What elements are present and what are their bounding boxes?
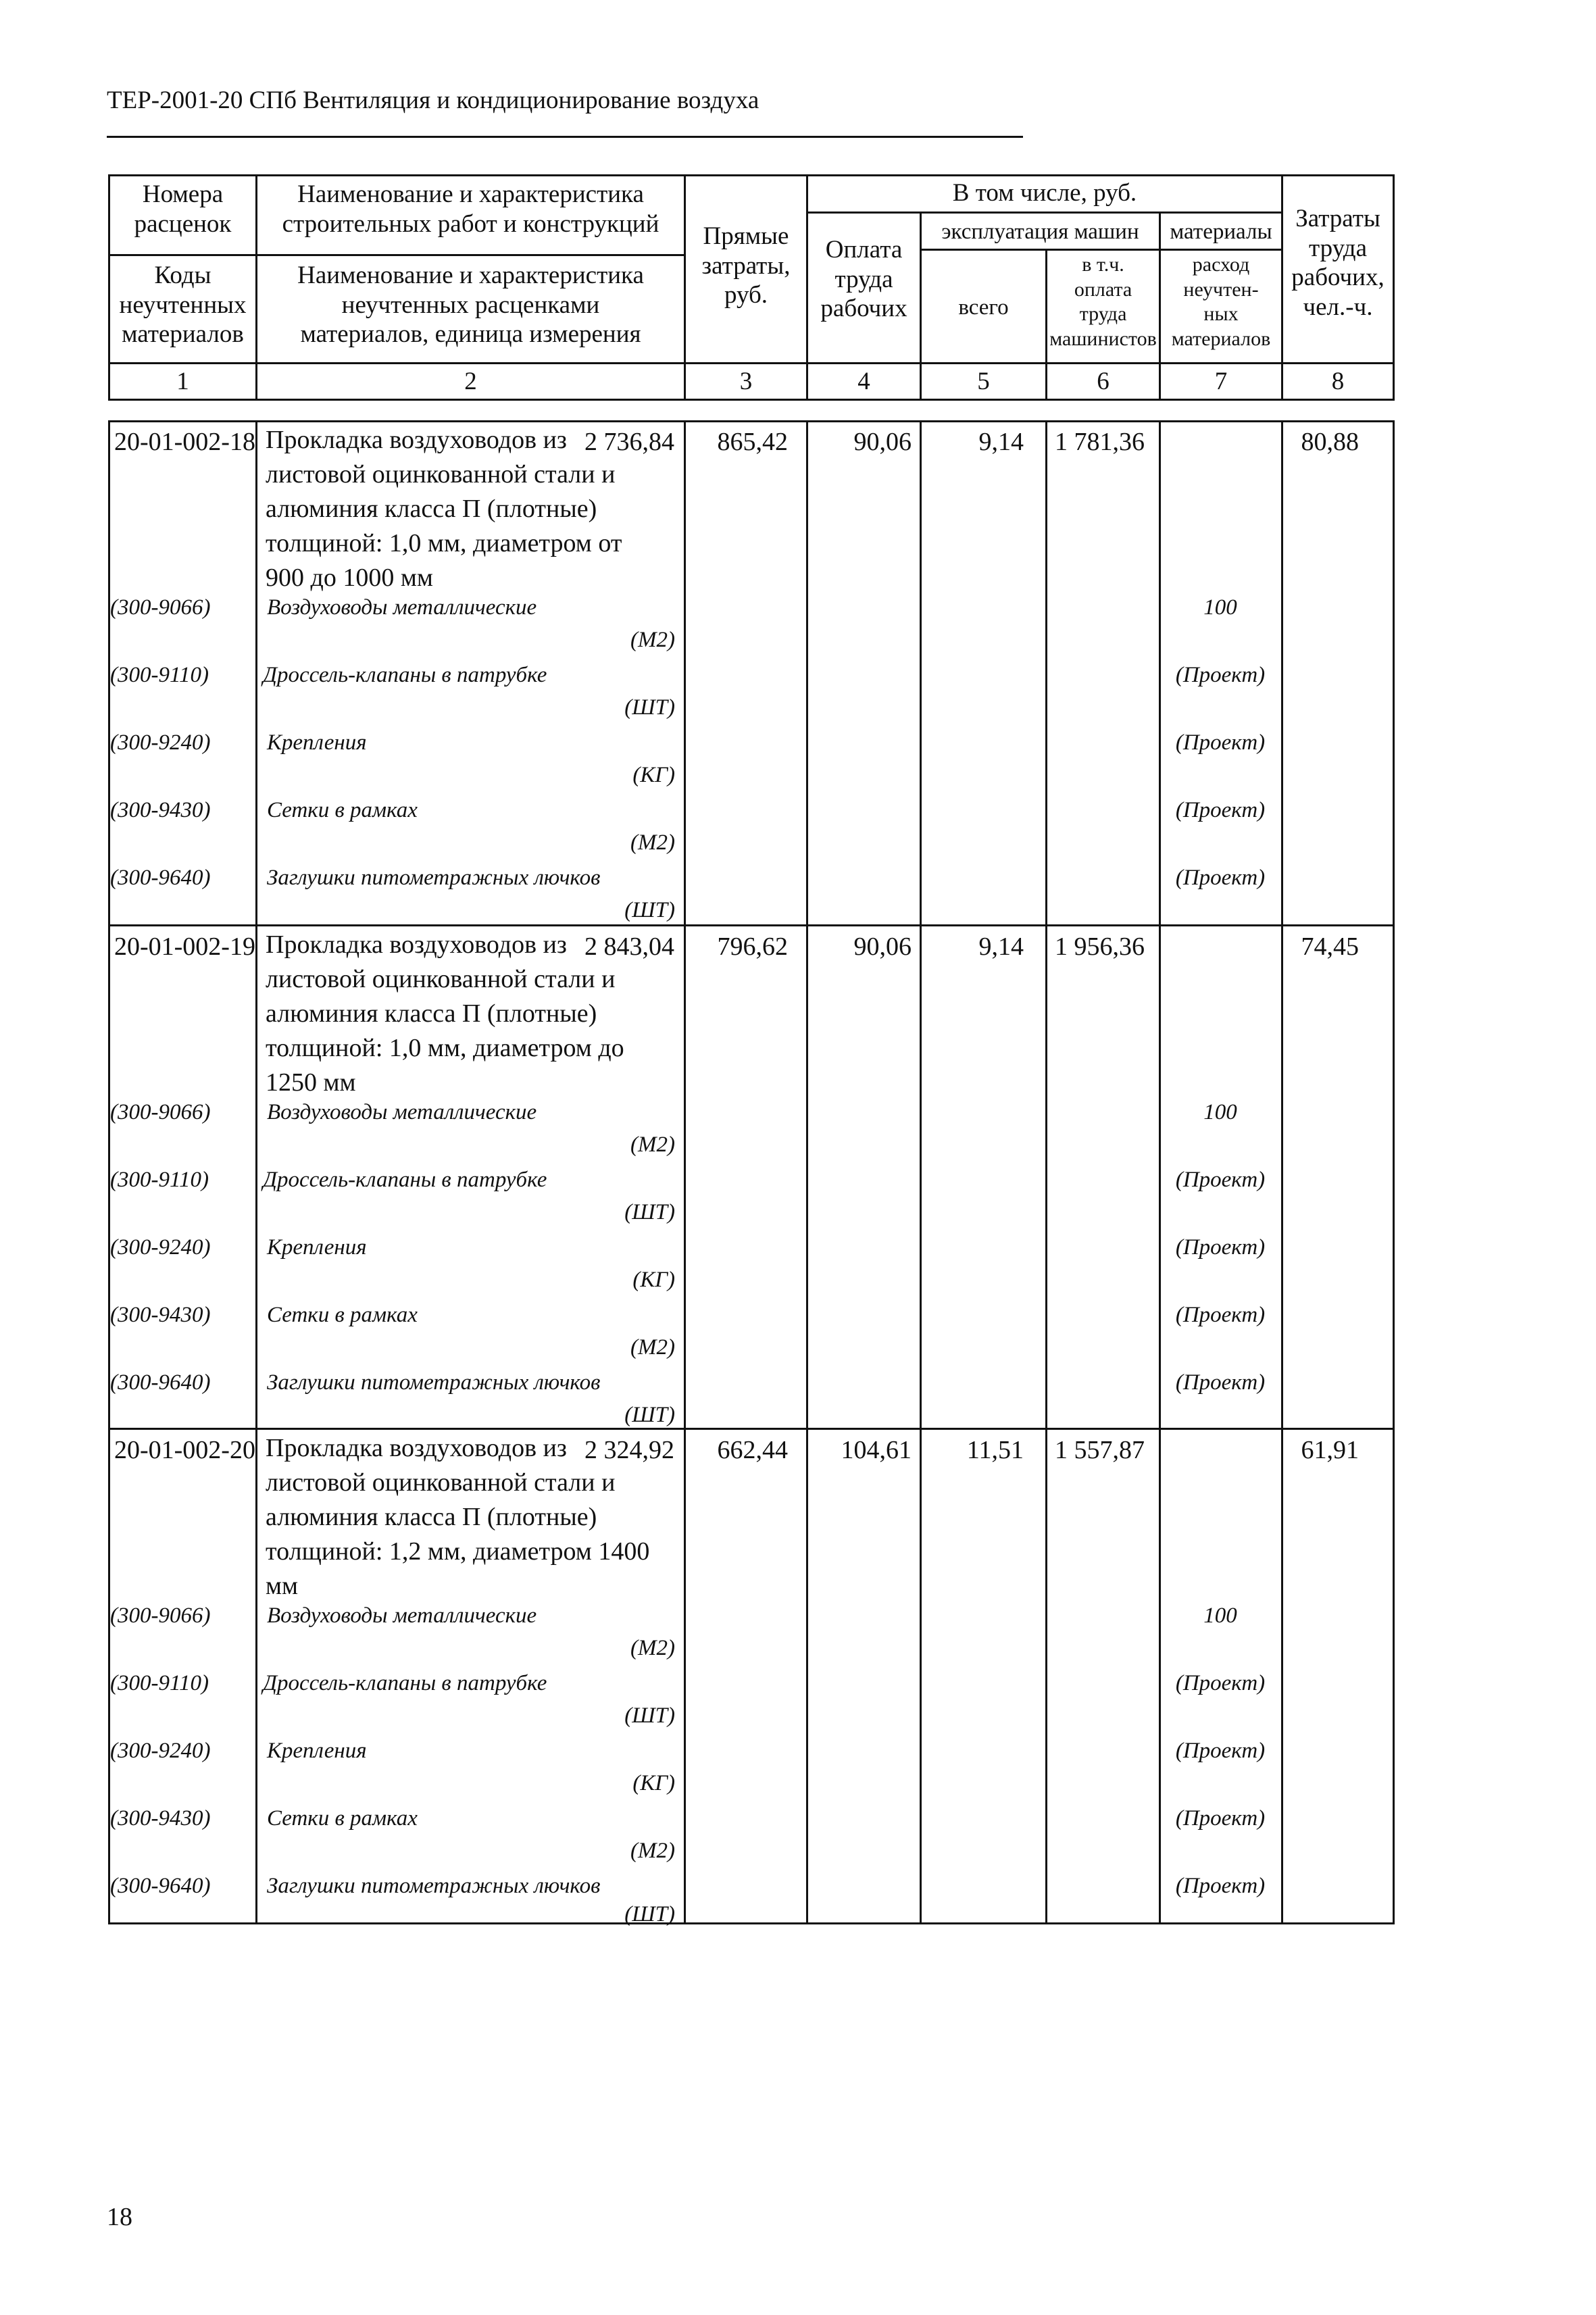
document-header: ТЕР-2001-20 СПб Вентиляция и кондиционирование воздуха [107,86,759,114]
material-qty: (Проект) [1175,1235,1266,1260]
work-description: Прокладка воздуховодов из листовой оцинкованной стали и алюминия класса П (плотные) толщиной: 1,0 мм, диаметром от 900 до 1000 мм [266,426,622,592]
material-qty: (Проект) [1175,1806,1266,1831]
material-unit: (ШТ) [624,1902,675,1926]
material-unit: (ШТ) [624,1403,675,1427]
machines-total: 90,06 [853,428,912,456]
labor-cost: 796,62 [717,932,788,961]
col2-bottom-label: Наименование и характеристика неучтенных расценками материалов, единица измерения [297,262,644,349]
labor-hours: 74,45 [1301,932,1359,961]
col1-top-label: Номера расценок [134,180,232,238]
body-sep-2 [684,422,686,1922]
col7-label: расход неучтен- ных материалов [1171,253,1271,350]
hdr-border-bottom [108,399,1395,401]
col-number-2: 2 [464,368,477,395]
material-name: Воздуховоды металлические [267,1100,537,1124]
col-number-6: 6 [1097,368,1109,395]
material-qty: (Проект) [1175,1874,1266,1898]
col8-label: Затраты труда рабочих, чел.-ч. [1291,205,1385,321]
labor-cost: 865,42 [717,428,788,456]
material-code: (300-9240) [110,1739,211,1763]
material-name: Дроссель-клапаны в патрубке [263,1168,547,1192]
table-header [108,174,1395,401]
material-code: (300-9110) [110,1168,209,1192]
material-name: Дроссель-клапаны в патрубке [263,1671,547,1695]
material-unit: (КГ) [632,1268,675,1292]
materials-cost: 1 781,36 [1055,428,1145,456]
body-sep-5 [1045,422,1047,1922]
material-unit: (ШТ) [624,1703,675,1728]
body-sep-4 [920,422,922,1922]
hdr-split-machines [920,249,1281,251]
material-unit: (ШТ) [624,1200,675,1224]
hdr-split-group [806,211,1281,214]
material-qty: (Проект) [1175,798,1266,822]
direct-cost: 2 324,92 [584,1436,674,1464]
col-number-1: 1 [176,368,189,395]
body-sep-7 [1281,422,1283,1922]
material-unit: (ШТ) [624,898,675,922]
material-code: (300-9066) [110,595,211,620]
material-qty: 100 [1203,595,1237,620]
material-qty: (Проект) [1175,730,1266,755]
col-number-8: 8 [1331,368,1345,395]
group-label: В том числе, руб. [952,179,1137,207]
page-number: 18 [107,2203,132,2231]
rate-code: 20-01-002-19 [114,932,255,961]
material-code: (300-9110) [110,663,209,687]
direct-cost: 2 843,04 [584,932,674,961]
material-unit: (М2) [630,1335,675,1360]
rate-code: 20-01-002-18 [114,428,255,456]
labor-hours: 61,91 [1301,1436,1359,1464]
material-name: Заглушки питометражных лючков [267,1370,601,1395]
col3-label: Прямые затраты, руб. [701,222,791,309]
labor-hours: 80,88 [1301,428,1359,456]
machines-label: эксплуатация машин [941,220,1139,244]
machinists-cost: 11,51 [966,1436,1024,1464]
direct-cost: 2 736,84 [584,428,674,456]
body-sep-1 [255,422,257,1922]
material-code: (300-9066) [110,1603,211,1628]
material-name: Воздуховоды металлические [267,595,537,620]
material-code: (300-9110) [110,1671,209,1695]
col-number-4: 4 [857,368,870,395]
material-qty: 100 [1203,1100,1237,1124]
machines-total: 104,61 [841,1436,912,1464]
col-number-3: 3 [739,368,753,395]
hdr-split-left [108,254,684,256]
hdr-border-right [1393,174,1395,401]
material-qty: (Проект) [1175,1739,1266,1763]
row-divider-1 [110,924,1393,926]
material-qty: (Проект) [1175,1168,1266,1192]
material-name: Дроссель-клапаны в патрубке [263,663,547,687]
col-number-5: 5 [977,368,990,395]
material-qty: (Проект) [1175,1370,1266,1395]
material-unit: (М2) [630,628,675,652]
material-unit: (М2) [630,1636,675,1660]
work-description: Прокладка воздуховодов из листовой оцинкованной стали и алюминия класса П (плотные) толщиной: 1,2 мм, диаметром 1400 мм [266,1434,650,1600]
col-number-7: 7 [1214,368,1228,395]
material-unit: (М2) [630,1839,675,1863]
machines-total: 90,06 [853,932,912,961]
material-code: (300-9430) [110,798,211,822]
material-code: (300-9430) [110,1303,211,1327]
col5-label: всего [958,295,1009,320]
material-qty: (Проект) [1175,866,1266,890]
material-code: (300-9640) [110,1370,211,1395]
material-name: Заглушки питометражных лючков [267,1874,601,1898]
col6-label: в т.ч. оплата труда машинистов [1049,253,1157,350]
machinists-cost: 9,14 [978,428,1024,456]
material-qty: 100 [1203,1603,1237,1628]
work-description: Прокладка воздуховодов из листовой оцинкованной стали и алюминия класса П (плотные) толщиной: 1,0 мм, диаметром до 1250 мм [266,930,624,1097]
header-rule [107,136,1023,138]
material-name: Сетки в рамках [267,1806,418,1831]
material-code: (300-9430) [110,1806,211,1831]
material-name: Сетки в рамках [267,1303,418,1327]
material-name: Крепления [267,1739,367,1763]
material-code: (300-9240) [110,1235,211,1260]
material-unit: (ШТ) [624,695,675,720]
row-divider-2 [110,1428,1393,1430]
col2-top-label: Наименование и характеристика строительных работ и конструкций [282,180,659,238]
material-unit: (КГ) [632,763,675,787]
body-sep-3 [806,422,808,1922]
material-qty: (Проект) [1175,1303,1266,1327]
material-code: (300-9640) [110,866,211,890]
material-unit: (КГ) [632,1771,675,1795]
material-code: (300-9240) [110,730,211,755]
material-unit: (М2) [630,1132,675,1157]
labor-cost: 662,44 [717,1436,788,1464]
hdr-split-numbers [108,362,1395,364]
material-name: Воздуховоды металлические [267,1603,537,1628]
material-unit: (М2) [630,830,675,855]
material-name: Сетки в рамках [267,798,418,822]
col4-label: Оплата труда рабочих [820,236,907,323]
material-name: Крепления [267,730,367,755]
col1-bottom-label: Коды неучтенных материалов [119,262,247,349]
material-code: (300-9640) [110,1874,211,1898]
material-qty: (Проект) [1175,1671,1266,1695]
hdr-border-top [108,174,1395,176]
machinists-cost: 9,14 [978,932,1024,961]
material-qty: (Проект) [1175,663,1266,687]
rates-table [108,420,1395,1924]
material-name: Заглушки питометражных лючков [267,866,601,890]
materials-label: материалы [1170,220,1272,244]
materials-cost: 1 557,87 [1055,1436,1145,1464]
rate-code: 20-01-002-20 [114,1436,255,1464]
material-code: (300-9066) [110,1100,211,1124]
material-name: Крепления [267,1235,367,1260]
materials-cost: 1 956,36 [1055,932,1145,961]
